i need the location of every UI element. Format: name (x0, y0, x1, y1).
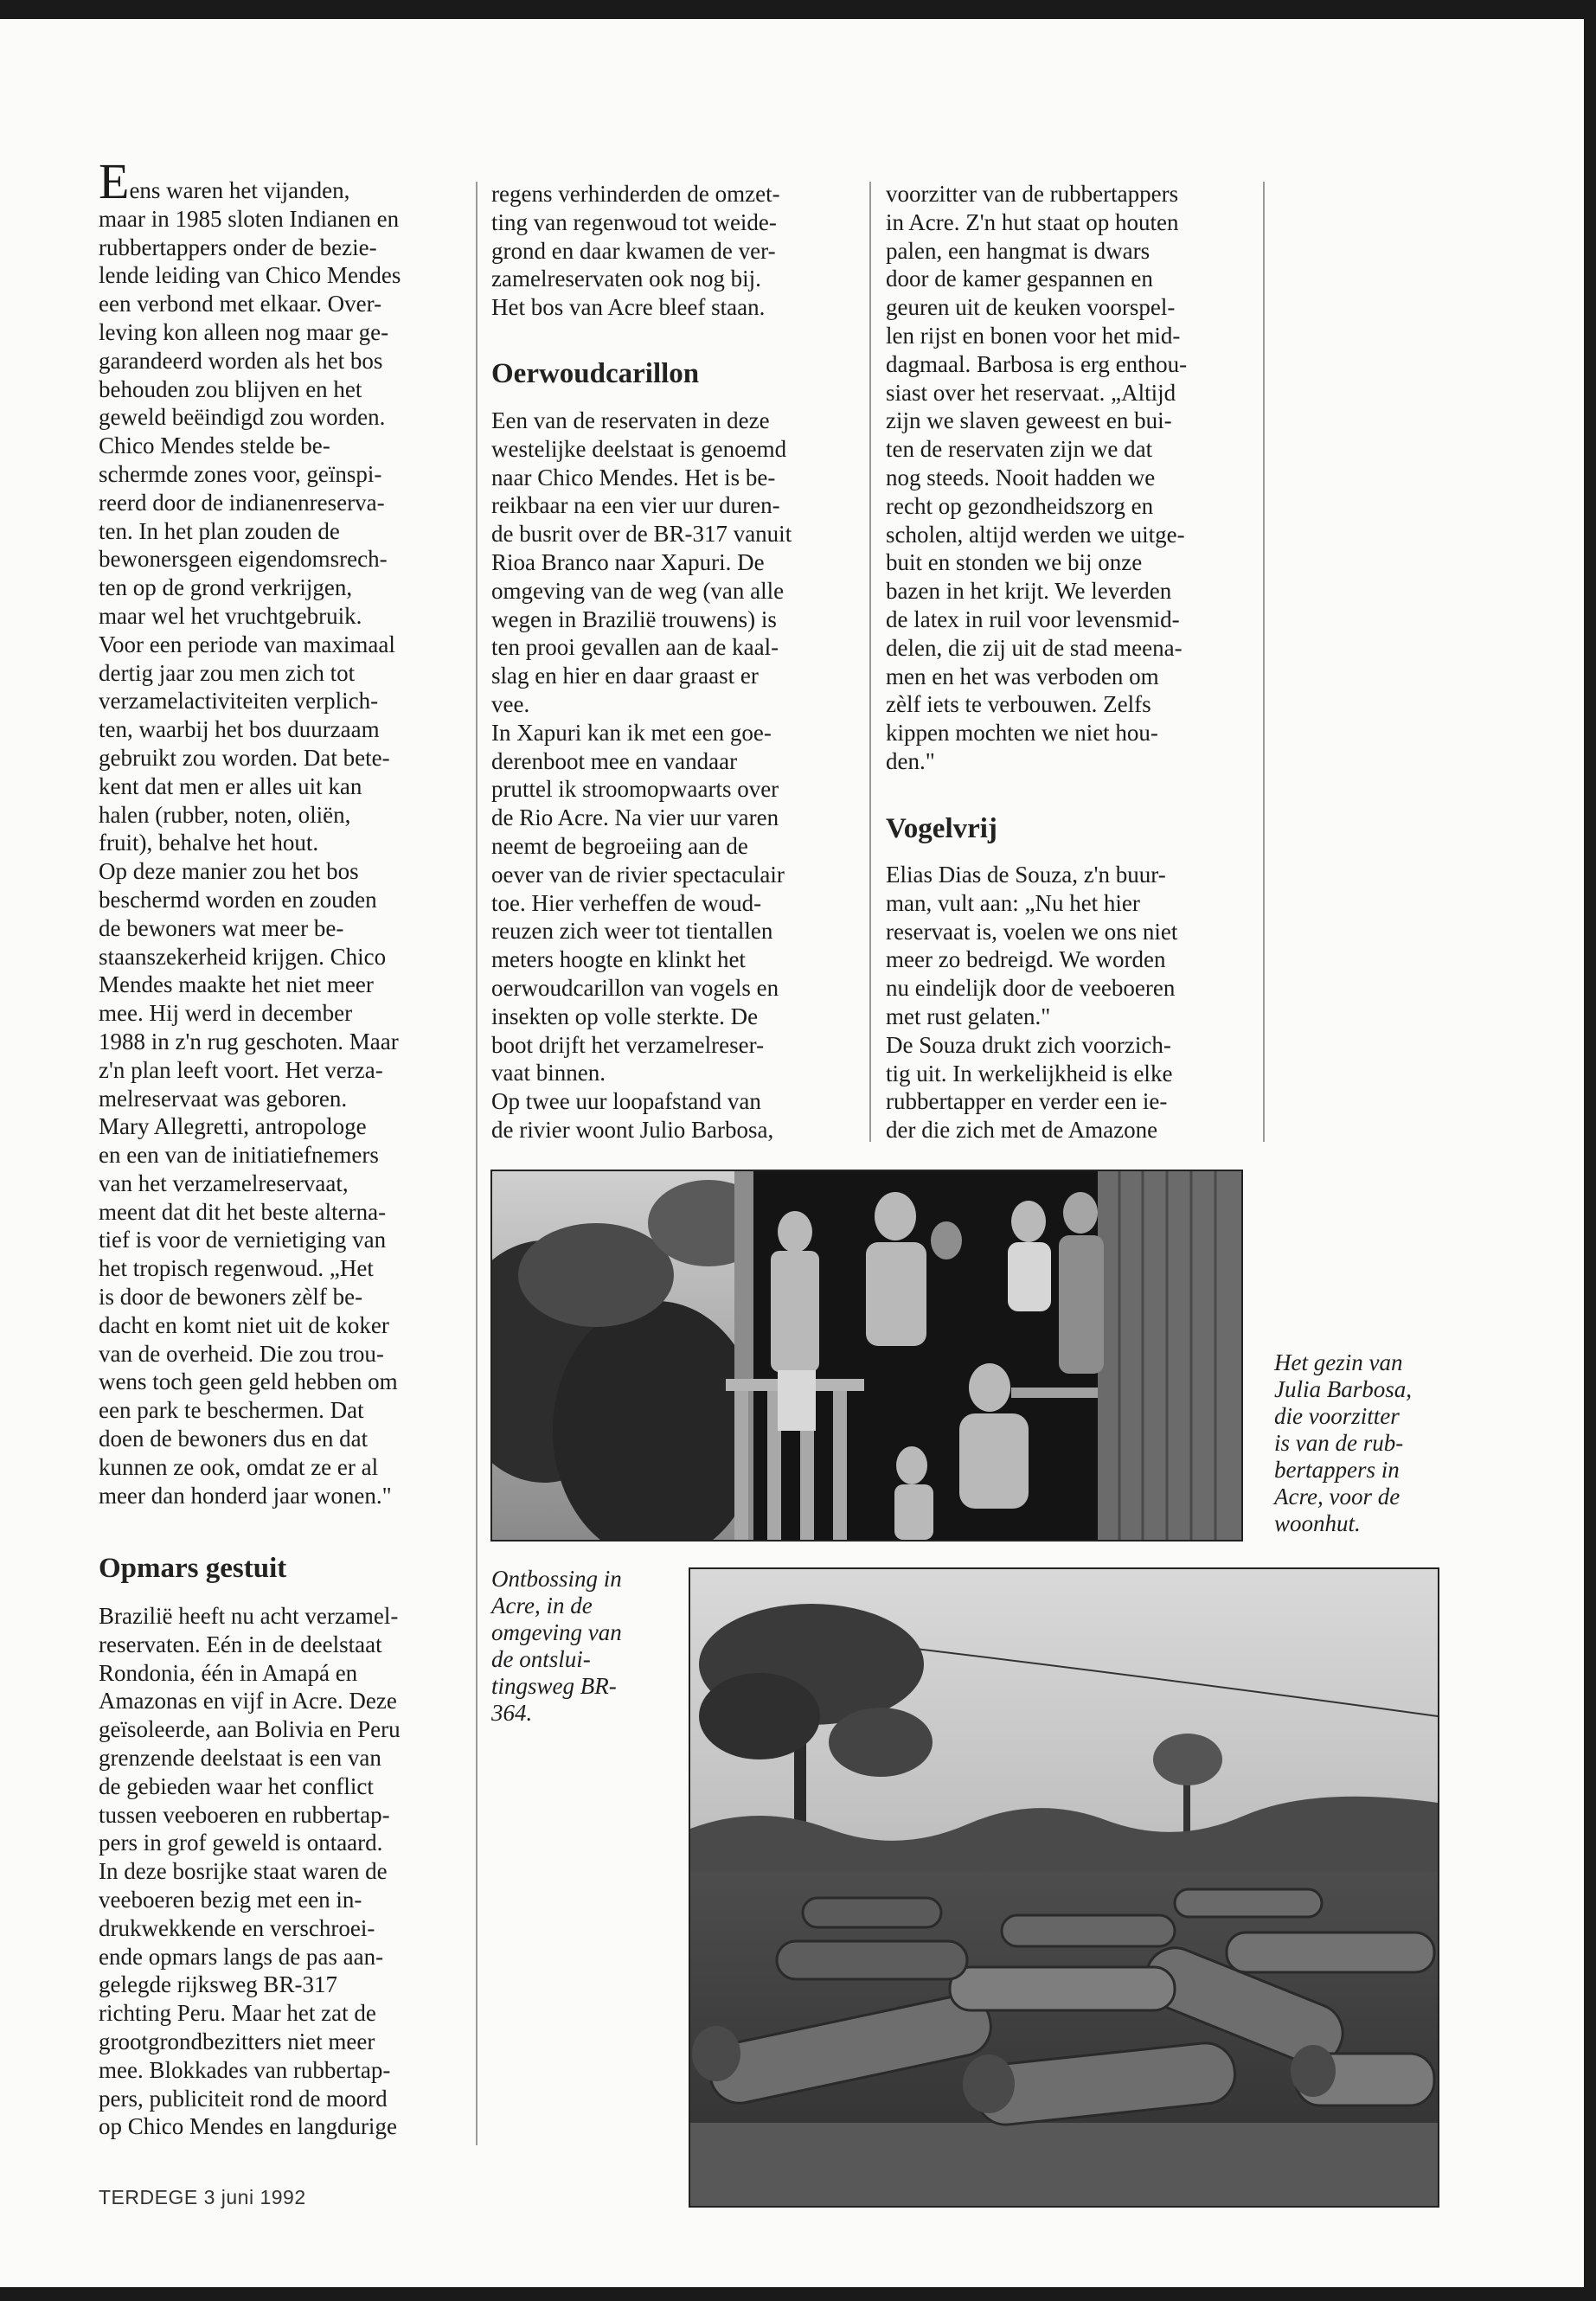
column-divider-1 (476, 182, 478, 2145)
column-divider-3 (1263, 182, 1265, 1142)
column-2-oerwoud: Een van de reservaten in deze westelijke deelstaat is genoemd naar Chico Mendes. Het is be- reikbaar na een vier uur duren- de busrit over de BR-317 vanuit Rioa Branco naar Xapuri. De omgeving van de weg (van alle wegen in Brazilië trouwens) is ten prooi gevallen aan de kaal- slag en hier en daar graast er vee. In Xapuri kan ik met een goe- derenboot mee en vandaar pruttel ik stroomopwaarts over de Rio Acre. Na vier uur varen neemt de begroeiing aan de oever van de rivier spectaculair toe. Hier verheffen de woud- reuzen zich weer tot tientallen meters hoogte en klinkt het oerwoudcarillon van vogels en insekten op volle sterkte. De boot drijft het verzamelreser- vaat binnen. Op twee uur loopafstand van de rivier woont Julio Barbosa, (491, 407, 792, 1143)
heading-vogelvrij: Vogelvrij (886, 813, 997, 844)
page-footer: TERDEGE 3 juni 1992 (99, 2186, 306, 2208)
column-1-intro (99, 153, 462, 1509)
column-3-top: voorzitter van de rubbertappers in Acre. Z'n hut staat op houten palen, een hangmat is dwars door de kamer gespannen en geuren uit de keuken voorspel- len rijst en bonen voor het mid- dagmaal. Barbosa is erg enthou- siast over het reservaat. „Altijd zijn we slaven geweest en bui- ten de reservaten zijn we dat nog steeds. Nooit hadden we recht op gezondheidszorg en scholen, altijd werden we uitge- buit en stonden we bij onze bazen in het krijt. We leverden de latex in ruil voor levensmid- delen, die zij uit de stad meena- men en het was verboden om zèlf iets te verbouwen. Zelfs kippen mochten we niet hou- den." (886, 181, 1188, 774)
col1-intro-text: ens waren het vijanden, maar in 1985 sloten Indianen en rubbertappers onder de bezie- lende leiding van Chico Mendes een verbond met elkaar. Over- leving kon alleen nog maar ge- garandeerd worden als het bos behouden zou blijven en het geweld beëindigd zou worden. Chico Mendes stelde be- schermde zones voor, geïnspi- reerd door de indianenreserva- ten. In het plan zouden de bewonersgeen eigendomsrech- ten op de grond verkrijgen, maar wel het vruchtgebruik. Voor een periode van maximaal dertig jaar zou men zich tot verzamelactiviteiten verplich- ten, waarbij het bos duurzaam gebruikt zou worden. Dat bete- kent dat men er alles uit kan halen (rubber, noten, oliën, fruit), behalve het hout. Op deze manier zou het bos beschermd worden en zouden de bewoners wat meer be- staanszekerheid krijgen. Chico Mendes maakte het niet meer mee. Hij werd in december 1988 in z'n rug geschoten. Maar z'n plan leeft voort. Het verza- melreservaat was geboren. Mary Allegretti, antropologe en een van de initiatiefnemers van het verzamelreservaat, meent dat dit het beste alterna- tief is voor de vernietiging van het tropisch regenwoud. „Het is door de bewoners zèlf be- dacht en komt niet uit de koker van de overheid. Die zou trou- wens toch geen geld hebben om een park te beschermen. Dat doen de bewoners dus en dat kunnen ze ook, omdat ze er al meer dan honderd jaar wonen." (99, 177, 401, 1509)
family-photo-image (492, 1171, 1241, 1540)
drop-cap: E (99, 153, 130, 209)
family-photo (490, 1170, 1243, 1541)
column-3-vogelvrij: Elias Dias de Souza, z'n buur- man, vult aan: „Nu het hier reservaat is, voelen we ons niet meer zo bedreigd. We worden nu eindelijk door de veeboeren met rust gelaten." De Souza drukt zich voorzich- tig uit. In werkelijkheid is elke rubbertapper en verder een ie- der die zich met de Amazone (886, 862, 1178, 1144)
caption-logging-photo: Ontbossing in Acre, in de omgeving van de ontslui- tingsweg BR- 364. (491, 1566, 622, 1726)
heading-oerwoudcarillon: Oerwoudcarillon (491, 358, 700, 389)
column-1-opmars: Brazilië heeft nu acht verzamel- reservaten. Eén in de deelstaat Rondonia, één in Amapá en Amazonas en vijf in Acre. Deze geïsoleerde, aan Bolivia en Peru grenzende deelstaat is een van de gebieden waar het conflict tussen veeboeren en rubbertap- pers in grof geweld is ontaard. In deze bosrijke staat waren de veeboeren bezig met een in- drukwekkende en verschroei- ende opmars langs de pas aan- gelegde rijksweg BR-317 richting Peru. Maar het zat de grootgrondbezitters niet meer mee. Blokkades van rubbertap- pers, publiciteit rond de moord op Chico Mendes en langdurige (99, 1603, 401, 2140)
heading-opmars-gestuit: Opmars gestuit (99, 1553, 287, 1584)
column-2-top: regens verhinderden de omzet- ting van regenwoud tot weide- grond en daar kwamen de ver- zamelreservaten ook nog bij. Het bos van Acre bleef staan. (491, 181, 780, 321)
column-divider-2 (869, 182, 871, 1142)
caption-family-photo: Het gezin van Julia Barbosa, die voorzitter is van de rub- bertappers in Acre, voor de woonhut. (1274, 1349, 1412, 1536)
logging-photo (689, 1567, 1439, 2208)
logging-photo-image (690, 1569, 1438, 2206)
